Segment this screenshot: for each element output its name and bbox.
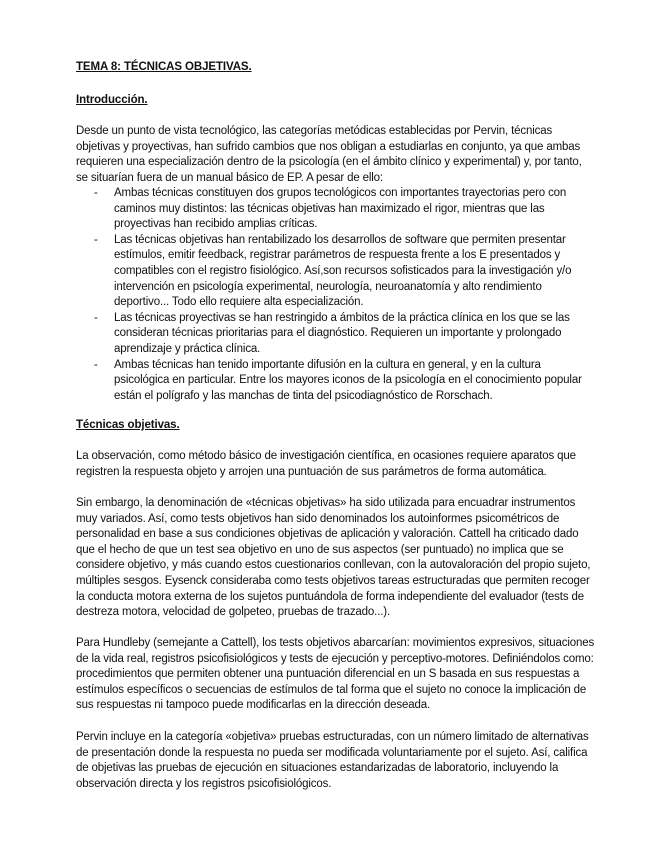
hundleby-paragraph: Para Hundleby (semejante a Cattell), los tests objetivos abarcarían: movimientos expresivos, situaciones de la vida real, registros psicofisiológicos y tests de ejecución y perceptivo-motores. Definiéndolos como: procedimientos que permiten obtener una puntuación diferencial en un S basada en sus respuestas a estímulos específicos o secuencias de estímulos de tal forma que el sujeto no conoce la implicación de sus respuestas ni tampoco puede modificarlas en la dirección deseada.	[76, 637, 595, 712]
list-item	[76, 311, 596, 358]
bullet-dash: -	[94, 311, 98, 324]
cattell-eysenck-paragraph: Sin embargo, la denominación de «técnicas objetivas» ha sido utilizada para encuadrar instrumentos muy variados. Así, como tests objetivos han sido denominados los autoinformes psicométricos de personalidad en base a sus condiciones objetivas de aplicación y valoración. Cattell ha criticado dado que el hecho de que un test sea objetivo en uno de sus aspectos (ser puntuado) no implica que se considere objetivo, y más cuando estos cuestionarios conllevan, con la autovaloración del propio sujeto, múltiples sesgos. Eysenck consideraba como tests objetivos tareas estructuradas que permiten recoger la conducta motora externa de los sujetos puntuándola de forma independiente del evaluador (tests de destreza motora, velocidad de golpeteo, pruebas de trazado...).	[76, 497, 591, 619]
intro-paragraph: Desde un punto de vista tecnológico, las categorías metódicas establecidas por Pervin, técnicas objetivas y proyectivas, han sufrido cambios que nos obligan a estudiarlas en conjunto, ya que ambas requieren una especialización dentro de la psicología (en el ámbito clínico y experimental) y, por tanto, se situarían fuera de un manual básico de EP. A pesar de ello:	[76, 125, 582, 184]
bullet-dash: -	[94, 358, 98, 371]
bullet-text: Las técnicas objetivas han rentabilizado los desarrollos de software que permiten presentar estímulos, emitir feedback, registrar parámetros de respuesta frente a los E presentados y compatibles con el registro fisiológico. Así,son recursos sofisticados para la investigación y/o intervención en psicología experimental, neurología, neuroanatomía y alto rendimiento deportivo... Todo ello requiere alta especialización.	[114, 233, 572, 309]
document-title: TEMA 8: TÉCNICAS OBJETIVAS.	[76, 61, 252, 73]
observation-paragraph: La observación, como método básico de investigación científica, en ocasiones requiere aparatos que registren la respuesta objeto y arrojen una puntuación de sus parámetros de forma automática.	[76, 450, 576, 478]
pervin-paragraph: Pervin incluye en la categoría «objetiva» pruebas estructuradas, con un número limitado de alternativas de presentación donde la respuesta no pueda ser modificada voluntariamente por el sujeto. Así, califica de objetivas las pruebas de ejecución en situaciones estandarizadas de laboratorio, incluyendo la observación directa y los registros psicofisiológicos.	[76, 731, 589, 790]
bullet-text: Ambas técnicas constituyen dos grupos tecnológicos con importantes trayectorias pero con caminos muy distintos: las técnicas objetivas han maximizado el rigor, mientras que las proyectivas han recibido amplias críticas.	[114, 187, 567, 231]
bullet-text: Las técnicas proyectivas se han restringido a ámbitos de la práctica clínica en los que se las consideran técnicas prioritarias para el diagnóstico. Requieren un importante y prolongado aprendizaje y práctica clínica.	[114, 311, 570, 355]
bullet-text: Ambas técnicas han tenido importante difusión en la cultura en general, y en la cultura psicológica en particular. Entre los mayores iconos de la psicología en el conocimiento popular están el polígrafo y las manchas de tinta del psicodiagnóstico de Rorschach.	[114, 358, 582, 402]
list-item	[76, 358, 596, 405]
intro-heading: Introducción.	[76, 94, 148, 106]
list-item	[76, 233, 596, 311]
bullet-dash: -	[94, 187, 98, 199]
intro-bullet-list	[76, 186, 596, 404]
objective-techniques-heading: Técnicas objetivas.	[76, 419, 180, 431]
list-item	[76, 186, 596, 233]
bullet-dash: -	[94, 233, 98, 246]
